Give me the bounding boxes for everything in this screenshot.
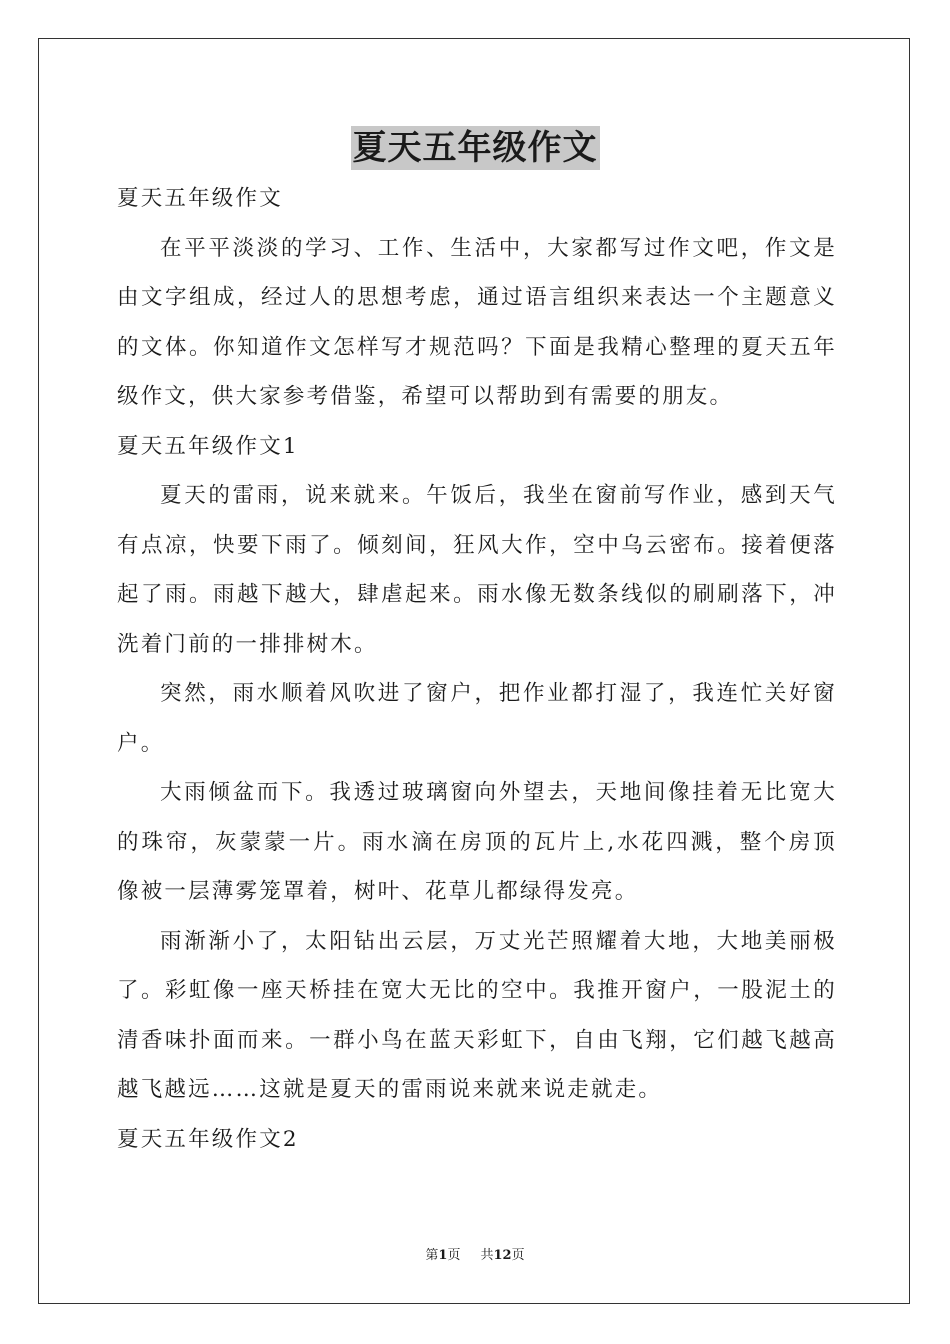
body-paragraph: 夏天的雷雨，说来就来。午饭后，我坐在窗前写作业，感到天气有点凉，快要下雨了。倾刻间，狂风大作，空中乌云密布。接着便落起了雨。雨越下越大，肆虐起来。雨水像无数条线似的刷刷落下，冲洗着门前的一排排树木。	[117, 483, 837, 657]
body-paragraph: 大雨倾盆而下。我透过玻璃窗向外望去，天地间像挂着无比宽大的珠帘，灰蒙蒙一片。雨水滴在房顶的瓦片上,水花四溅，整个房顶像被一层薄雾笼罩着，树叶、花草儿都绿得发亮。	[117, 780, 837, 904]
section-heading: 夏天五年级作文	[117, 186, 283, 211]
body-paragraph: 在平平淡淡的学习、工作、生活中，大家都写过作文吧，作文是由文字组成，经过人的思想考虑，通过语言组织来表达一个主题意义的文体。你知道作文怎样写才规范吗？下面是我精心整理的夏天五年级作文，供大家参考借鉴，希望可以帮助到有需要的朋友。	[117, 235, 837, 409]
page-footer	[0, 1247, 950, 1265]
page-number: 1	[438, 1248, 448, 1263]
section-heading: 夏天五年级作文2	[117, 1126, 299, 1152]
body-paragraph: 突然，雨水顺着风吹进了窗户，把作业都打湿了，我连忙关好窗户。	[117, 681, 837, 756]
title-area	[0, 126, 950, 170]
section-heading: 夏天五年级作文1	[117, 433, 299, 459]
total-pages: 12	[493, 1248, 512, 1263]
total-prefix: 共	[480, 1248, 494, 1263]
total-suffix: 页	[511, 1248, 525, 1263]
page-prefix: 第	[425, 1248, 439, 1263]
body-paragraph: 雨渐渐小了，太阳钻出云层，万丈光芒照耀着大地，大地美丽极了。彩虹像一座天桥挂在宽大无比的空中。我推开窗户，一股泥土的清香味扑面而来。一群小鸟在蓝天彩虹下，自由飞翔，它们越飞越高越飞越远……这就是夏天的雷雨说来就来说走就走。	[117, 928, 837, 1102]
page-suffix: 页	[447, 1248, 461, 1263]
document-body	[117, 174, 837, 1164]
document-title: 夏天五年级作文	[352, 128, 598, 168]
